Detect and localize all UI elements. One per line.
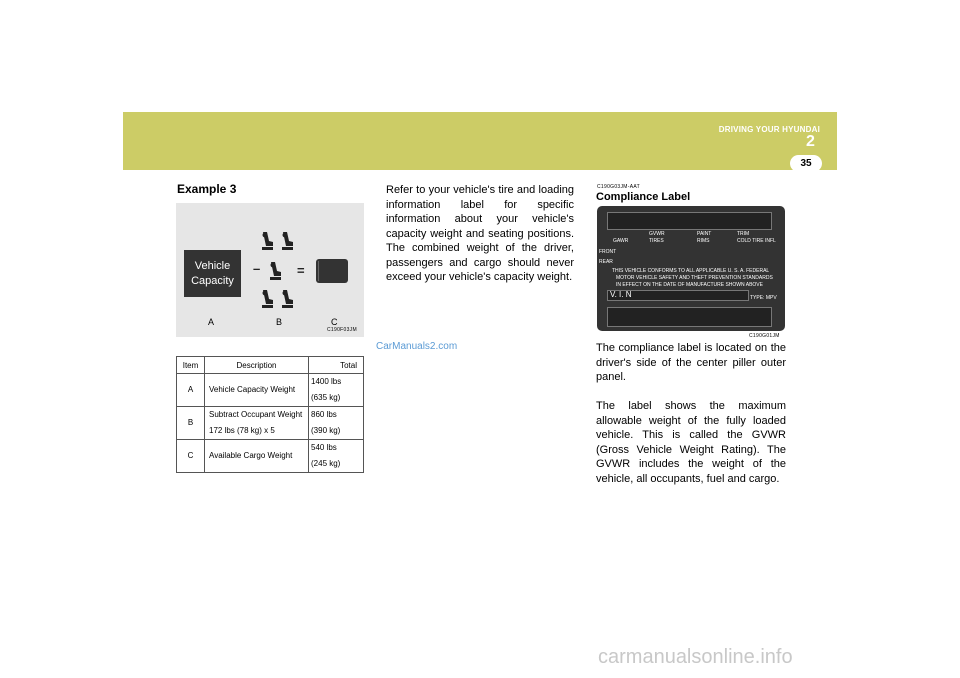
label-top-field xyxy=(607,212,772,230)
label-front: FRONT xyxy=(599,249,617,255)
section-title: Compliance Label xyxy=(596,191,691,203)
total-kg: (390 kg) xyxy=(311,426,341,435)
compliance-label-image xyxy=(597,206,785,331)
example-title: Example 3 xyxy=(177,182,237,196)
figure-code: C190G01JM xyxy=(749,333,780,339)
chapter-number: 2 xyxy=(806,133,815,150)
seat-icon xyxy=(260,231,274,251)
label-type: TYPE: MPV xyxy=(750,295,777,301)
label-rims: RIMS xyxy=(697,238,710,244)
total-lbs: 860 lbs xyxy=(311,410,337,419)
cargo-icon xyxy=(316,259,348,283)
compliance-paragraph: The label shows the maximum allowable weight of the fully loaded vehicle. This is called the GVWR (Gross Vehicle Weight Rating). The GVWR includes the weight of the vehicle, all occupants, fuel and cargo. xyxy=(596,400,786,485)
table-row xyxy=(177,374,364,407)
table-row xyxy=(177,440,364,473)
row-description: Available Cargo Weight xyxy=(205,440,309,473)
equals-sign: = xyxy=(297,263,305,278)
seat-icon xyxy=(280,231,294,251)
figure-label-b: B xyxy=(276,317,283,327)
label-cold-tire-infl: COLD TIRE INFL xyxy=(737,238,776,244)
figure-label-a: A xyxy=(208,317,215,327)
label-gawr: GAWR xyxy=(613,238,629,244)
seat-icon xyxy=(280,289,294,309)
label-vin: V. I. N xyxy=(610,290,632,299)
seat-icon xyxy=(268,261,282,281)
figure-label-c: C xyxy=(331,317,338,327)
compliance-text xyxy=(596,341,786,501)
row-total xyxy=(309,374,364,407)
header-item: Item xyxy=(177,357,205,374)
row-description: Vehicle Capacity Weight xyxy=(205,374,309,407)
label-rear: REAR xyxy=(599,259,613,265)
chapter-label: DRIVING YOUR HYUNDAI xyxy=(718,125,820,134)
header-band xyxy=(123,112,837,170)
header-description: Description xyxy=(205,357,309,374)
total-kg: (245 kg) xyxy=(311,459,341,468)
label-paint: PAINT xyxy=(697,231,712,237)
section-code: C190G03JM-AAT xyxy=(597,184,640,190)
capacity-paragraph: Refer to your vehicle's tire and loading information label for specific information about your vehicle's capacity weight and seating positions. The combined weight of the driver, passengers and cargo should never exceed your vehicle's capacity weight. xyxy=(386,184,574,283)
row-total xyxy=(309,440,364,473)
row-item: A xyxy=(177,374,205,407)
table-row xyxy=(177,407,364,440)
watermark-link[interactable]: CarManuals2.com xyxy=(376,341,458,352)
page-number: 35 xyxy=(800,158,812,169)
label-statement-line: IN EFFECT ON THE DATE OF MANUFACTURE SHOWN ABOVE xyxy=(616,282,763,288)
row-item: B xyxy=(177,407,205,440)
minus-sign: – xyxy=(253,261,261,276)
description-line: 172 lbs (78 kg) x 5 xyxy=(209,426,275,435)
row-description xyxy=(205,407,309,440)
compliance-paragraph: The compliance label is located on the driver's side of the center piller outer panel. xyxy=(596,342,786,383)
label-statement-line: MOTOR VEHICLE SAFETY AND THEFT PREVENTION STANDARDS xyxy=(616,275,773,281)
description-line: Subtract Occupant Weight xyxy=(209,410,303,419)
table-header-row xyxy=(177,357,364,374)
label-bottom-field xyxy=(607,307,772,327)
total-lbs: 1400 lbs xyxy=(311,377,342,386)
capacity-table xyxy=(176,356,364,473)
label-gvwr: GVWR xyxy=(649,231,665,237)
header-total: Total xyxy=(309,357,364,374)
total-lbs: 540 lbs xyxy=(311,443,337,452)
capacity-figure xyxy=(176,203,364,337)
row-total xyxy=(309,407,364,440)
label-statement-line: THIS VEHICLE CONFORMS TO ALL APPLICABLE U. S. A. FEDERAL xyxy=(612,268,770,274)
row-item: C xyxy=(177,440,205,473)
figure-code: C190F03JM xyxy=(327,327,357,333)
total-kg: (635 kg) xyxy=(311,393,341,402)
vehicle-capacity-box: Vehicle Capacity xyxy=(184,250,241,297)
label-tires: TIRES xyxy=(649,238,664,244)
footer-watermark: carmanualsonline.info xyxy=(598,646,793,668)
label-trim: TRIM xyxy=(737,231,750,237)
seat-icon xyxy=(260,289,274,309)
